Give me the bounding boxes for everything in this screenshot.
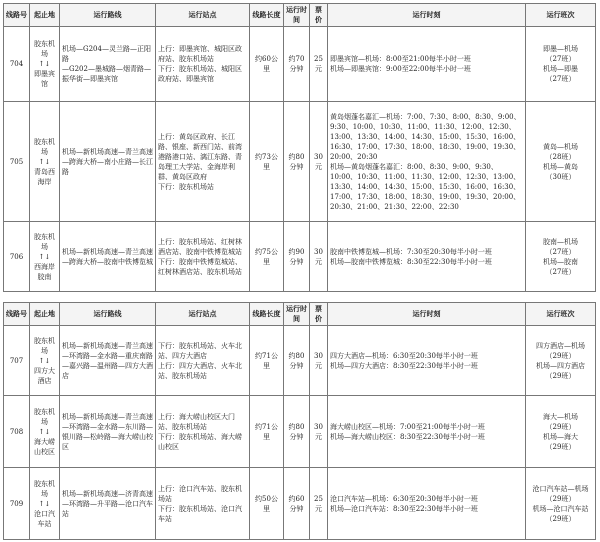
bus-route-table-2 — [3, 302, 596, 540]
route-trips: 即墨—机场 （27班） 机场—即墨 （27班） — [526, 27, 596, 102]
route-schedule: 胶南中铁博览城—机场：7:30至20:30每半小时一班 机场—胶南中铁博览城：8:30至22:30每半小时一班 — [328, 222, 526, 292]
route-number: 707 — [4, 326, 30, 396]
header-trips: 运行班次 — [526, 4, 596, 27]
route-time: 约70分钟 — [284, 27, 310, 102]
route-schedule: 即墨宾馆—机场：8:00至21:00每半小时一班 机场—即墨宾馆：9:00至22:00每半小时一班 — [328, 27, 526, 102]
table-row — [4, 27, 596, 102]
route-length: 约71公里 — [250, 396, 284, 468]
route-schedule: 海大崂山校区—机场：7:00至21:00每半小时一班 机场—海大崂山校区：8:30至22:30每半小时一班 — [328, 396, 526, 468]
route-time: 约80分钟 — [284, 102, 310, 222]
route-trips: 黄岛—机场 （28班） 机场—黄岛 （30班） — [526, 102, 596, 222]
header-length: 线路长度 — [250, 4, 284, 27]
route-stops: 上行：胶东机场站、红树林酒店站、胶南中铁博览城站 下行：胶南中铁博览城站、红树林酒店站、胶东机场站 — [156, 222, 250, 292]
route-length: 约75公里 — [250, 222, 284, 292]
route-fare: 25元 — [310, 27, 328, 102]
table-row — [4, 396, 596, 468]
route-length: 约73公里 — [250, 102, 284, 222]
route-fare: 30元 — [310, 102, 328, 222]
header-length: 线路长度 — [250, 303, 284, 326]
route-fare: 30元 — [310, 222, 328, 292]
route-endpoints: 胶东机场 ↑↓ 西海岸胶南 — [30, 222, 60, 292]
route-endpoints: 胶东机场 ↑↓ 四方大酒店 — [30, 326, 60, 396]
route-path: 机场—新机场高速—青兰高速—跨海大桥—胶南中铁博览城 — [60, 222, 156, 292]
table-row — [4, 222, 596, 292]
header-route-no: 线路号 — [4, 303, 30, 326]
header-route: 运行路线 — [60, 303, 156, 326]
route-fare: 25元 — [310, 468, 328, 540]
header-route-no: 线路号 — [4, 4, 30, 27]
header-endpoints: 起止地 — [30, 4, 60, 27]
route-schedule: 沧口汽车站—机场：6:30至20:30每半小时一班 机场—沧口汽车站：8:30至22:30每半小时一班 — [328, 468, 526, 540]
route-endpoints: 胶东机场 ↑↓ 青岛西海岸 — [30, 102, 60, 222]
bus-route-table-1 — [3, 3, 596, 292]
route-time: 约60分钟 — [284, 468, 310, 540]
route-stops: 下行：胶东机场站、火车北站、四方大酒店 上行：四方大酒店、火车北站、胶东机场站 — [156, 326, 250, 396]
route-time: 约80分钟 — [284, 326, 310, 396]
table-row — [4, 468, 596, 540]
route-path: 机场—新机场高速—济青高速—环湾路—升平路—沧口汽车站 — [60, 468, 156, 540]
route-stops: 上行：海大崂山校区大门站、胶东机场站 下行：胶东机场站、海大崂山校区 — [156, 396, 250, 468]
route-fare: 30元 — [310, 396, 328, 468]
route-trips: 海大—机场 （29班） 机场—海大 （29班） — [526, 396, 596, 468]
route-number: 705 — [4, 102, 30, 222]
route-stops: 上行：沧口汽车站、胶东机场站 下行：胶东机场站、沧口汽车站 — [156, 468, 250, 540]
route-endpoints: 胶东机场 ↑↓ 即墨宾馆 — [30, 27, 60, 102]
header-schedule: 运行时刻 — [328, 303, 526, 326]
route-path: 机场—新机场高速—青兰高速—跨海大桥—南小庄路—长江路 — [60, 102, 156, 222]
route-endpoints: 胶东机场 ↑↓ 海大崂山校区 — [30, 396, 60, 468]
route-trips: 胶南—机场 （27班） 机场—胶南 （27班） — [526, 222, 596, 292]
route-length: 约50公里 — [250, 468, 284, 540]
route-path: 机场—G204—灵兰路—正阳路 —G202—墨城路—烟青路—振华街—即墨宾馆 — [60, 27, 156, 102]
route-stops: 上行：黄岛区政府、长江路、银座、新西门站、前湾港路港口站、漓江东路、青岛理工大学站、金海岸利群、黄岛区政府 下行：胶东机场站 — [156, 102, 250, 222]
route-trips: 沧口汽车站—机场 （29班） 机场—沧口汽车站 （29班） — [526, 468, 596, 540]
route-path: 机场—新机场高速—青兰高速—环湾路—金水路—东川路—银川路—松岭路—海大崂山校区 — [60, 396, 156, 468]
header-route: 运行路线 — [60, 4, 156, 27]
route-number: 709 — [4, 468, 30, 540]
route-time: 约80分钟 — [284, 396, 310, 468]
header-endpoints: 起止地 — [30, 303, 60, 326]
header-time: 运行时间 — [284, 303, 310, 326]
route-number: 706 — [4, 222, 30, 292]
header-stops: 运行站点 — [156, 4, 250, 27]
route-fare: 30元 — [310, 326, 328, 396]
route-number: 708 — [4, 396, 30, 468]
table-header-row — [4, 303, 596, 326]
route-schedule: 四方大酒店—机场：6:30至20:30每半小时一班 机场—四方大酒店：8:30至22:30每半小时一班 — [328, 326, 526, 396]
table-header-row — [4, 4, 596, 27]
route-number: 704 — [4, 27, 30, 102]
header-fare: 票价 — [310, 303, 328, 326]
route-length: 约60公里 — [250, 27, 284, 102]
header-schedule: 运行时刻 — [328, 4, 526, 27]
table-row — [4, 102, 596, 222]
route-trips: 四方酒店—机场 （29班） 机场—四方酒店 （29班） — [526, 326, 596, 396]
header-time: 运行时间 — [284, 4, 310, 27]
route-length: 约71公里 — [250, 326, 284, 396]
route-endpoints: 胶东机场 ↑↓ 沧口汽车站 — [30, 468, 60, 540]
header-trips: 运行班次 — [526, 303, 596, 326]
header-fare: 票价 — [310, 4, 328, 27]
header-stops: 运行站点 — [156, 303, 250, 326]
route-stops: 上行：即墨宾馆、城阳区政府站、胶东机场站 下行：胶东机场站、城阳区政府站、即墨宾馆 — [156, 27, 250, 102]
route-path: 机场—新机场高速—青兰高速—环湾路—金水路—重庆南路—嘉兴路—温州路—四方大酒店 — [60, 326, 156, 396]
table-row — [4, 326, 596, 396]
route-time: 约90分钟 — [284, 222, 310, 292]
route-schedule: 黄岛烟蓬名嘉汇—机场：7:00、7:30、8:00、8:30、9:00、9:30、10:00、10:30、11:00、11:30、12:00、12:30、13:00、13:30、14:00、14:30、15:00、15:30、16:00、16:30、17:00、17:30、18:00、18:30、19:00、19:30、20:00、20:30 机场—黄岛烟蓬名嘉汇：8:00、8:30、9:00、9:30、10:00、10:30、11:00、11:30、12:00、12:30、13:00、13:30、14:00、14:30、15:00、15:30、16:00、16:30、17:00、17:30、18:00、18:30、19:00、19:30、20:00、20:30、21:00、21:30、22:00、22:30 — [328, 102, 526, 222]
